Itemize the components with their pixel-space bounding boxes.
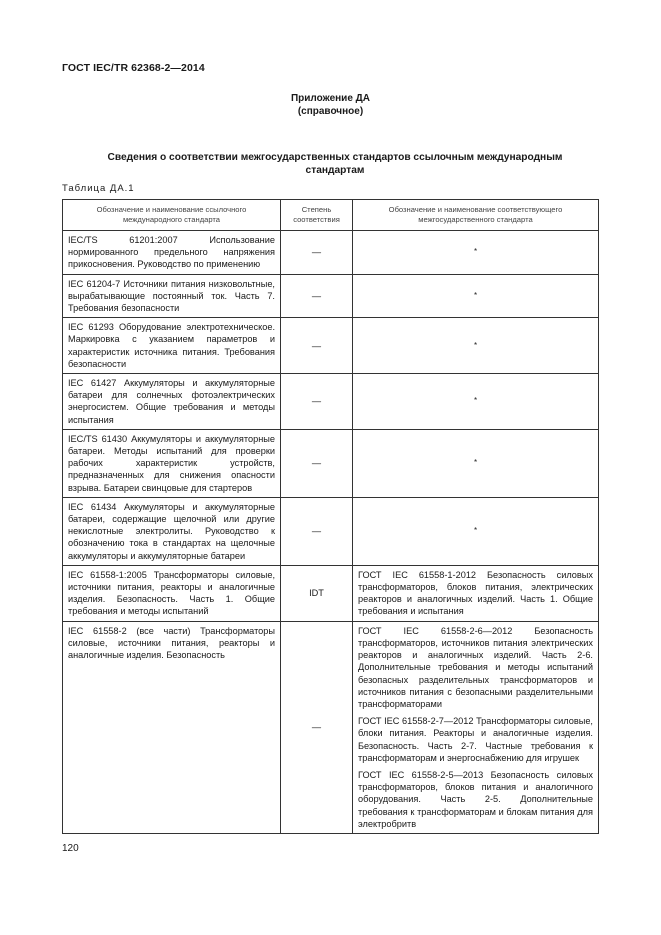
reference-cell: IEC 61427 Аккумуляторы и аккумуляторные батареи для солнечных фотоэлектрических энергосистем. Общие требования и методы испытания — [63, 374, 281, 430]
table-caption: Таблица ДА.1 — [62, 183, 135, 194]
degree-cell: — — [281, 231, 353, 275]
interstate-cell: ГОСТ IEC 61558-1-2012 Безопасность силовых трансформаторов, блоков питания, электрических реакторов и аналогичных изделий. Часть 1. Общие требования и испытания — [353, 565, 599, 621]
interstate-entry: ГОСТ IEC 61558-2-6—2012 Безопасность трансформаторов, источников питания электрических реакторов и аналогичных изделий. Часть 2-6. Дополнительные требования и методы испытаний безопасных разделительных трансформаторов и источников питания с безопасными разделительными трансформаторами — [358, 625, 593, 709]
reference-cell: IEC 61558-2 (все части) Трансформаторы силовые, источники питания, реакторы и аналогичные изделия. Безопасность — [63, 621, 281, 833]
document-header: ГОСТ IEC/TR 62368-2—2014 — [62, 62, 205, 74]
degree-cell: — — [281, 318, 353, 374]
table-row — [63, 497, 599, 565]
interstate-cell: * — [353, 374, 599, 430]
table-row — [63, 231, 599, 275]
annex-heading — [0, 92, 661, 118]
section-title: Сведения о соответствии межгосударственных стандартов ссылочным международным стандартам — [107, 152, 563, 176]
reference-cell: IEC/TS 61430 Аккумуляторы и аккумуляторные батареи. Методы испытаний для проверки рабочих характеристик устройств, предназначенных для снижения опасности взрыва. Батареи свинцовые для стартеров — [63, 429, 281, 497]
annex-title: Приложение ДА — [290, 93, 371, 104]
interstate-cell: * — [353, 231, 599, 275]
table-row — [63, 429, 599, 497]
degree-cell: — — [281, 374, 353, 430]
degree-cell: — — [281, 497, 353, 565]
table-row — [63, 374, 599, 430]
interstate-cell: * — [353, 497, 599, 565]
interstate-entry: ГОСТ IEC 61558-2-5—2013 Безопасность силовых трансформаторов, блоков питания и аналогичного оборудования. Часть 2-5. Дополнительные требования к трансформаторам и блокам питания для электробритв — [358, 769, 593, 829]
reference-cell: IEC 61204-7 Источники питания низковольтные, вырабатывающие постоянный ток. Часть 7. Требования безопасности — [63, 274, 281, 318]
table-header-row — [63, 200, 599, 231]
header-interstate-standard: Обозначение и наименование соответствующего межгосударственного стандарта — [353, 200, 599, 231]
header-degree: Степень соответствия — [281, 200, 353, 231]
table-row — [63, 621, 599, 833]
interstate-entry: ГОСТ IEC 61558-2-7—2012 Трансформаторы силовые, блоки питания. Реакторы и аналогичные изделия. Безопасность. Часть 2-7. Частные требования к трансформаторам и энергоснабжению для игрушек — [358, 716, 593, 763]
header-reference-standard: Обозначение и наименование ссылочного международного стандарта — [63, 200, 281, 231]
interstate-cell: * — [353, 274, 599, 318]
table-row — [63, 318, 599, 374]
reference-cell: IEC 61434 Аккумуляторы и аккумуляторные батареи, содержащие щелочной или другие некислотные электролиты. Руководство к обозначению тока в стандартах на щелочные аккумуляторы и аккумуляторные батареи — [63, 497, 281, 565]
interstate-cell: * — [353, 429, 599, 497]
degree-cell: IDT — [281, 565, 353, 621]
page-number: 120 — [62, 843, 79, 854]
annex-subtitle: (справочное) — [297, 106, 364, 117]
interstate-cell: * — [353, 318, 599, 374]
degree-cell: — — [281, 429, 353, 497]
degree-cell: — — [281, 274, 353, 318]
reference-cell: IEC 61558-1:2005 Трансформаторы силовые, источники питания, реакторы и аналогичные изделия. Безопасность. Часть 1. Общие требования и методы испытаний — [63, 565, 281, 621]
reference-cell: IEC 61293 Оборудование электротехническое. Маркировка с указанием параметров и характеристик источника питания. Требования безопасности — [63, 318, 281, 374]
table-row — [63, 274, 599, 318]
reference-cell: IEC/TS 61201:2007 Использование нормированного предельного напряжения прикосновения. Руководство по применению — [63, 231, 281, 275]
correspondence-table — [62, 199, 599, 834]
degree-cell: — — [281, 621, 353, 833]
interstate-cell — [353, 621, 599, 833]
table-row — [63, 565, 599, 621]
